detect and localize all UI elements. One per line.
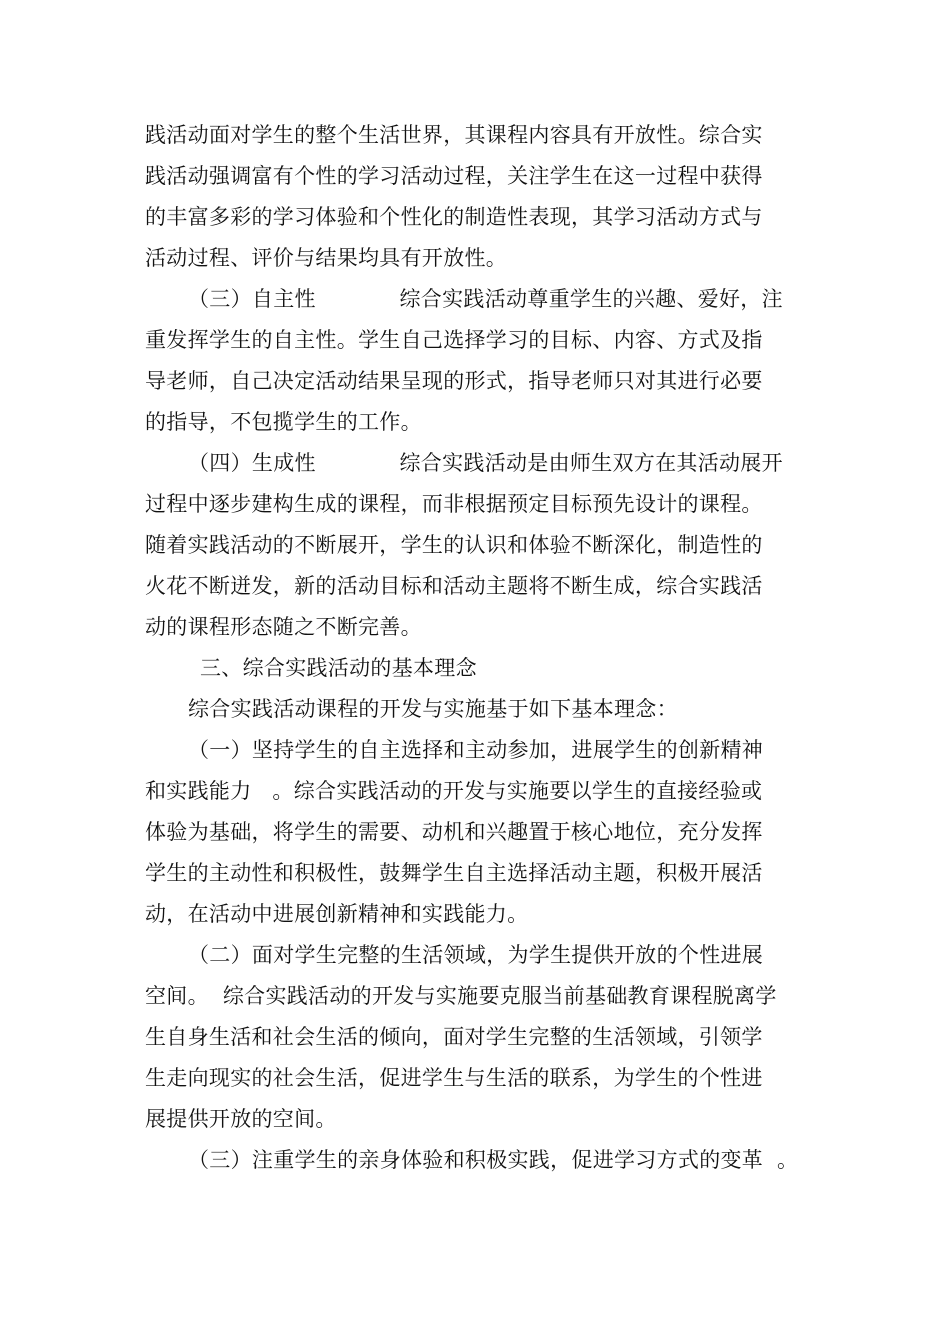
text-line: 展提供开放的空间。 [145,1107,337,1131]
text-line: 动的课程形态随之不断完善。 [145,615,422,639]
text-line: 和实践能力 。综合实践活动的开发与实施要以学生的直接经验或 [145,779,763,803]
section-heading: 三、综合实践活动的基本理念 [200,656,477,680]
text-line: （三）自主性 综合实践活动尊重学生的兴趣、爱好，注 [188,287,783,311]
text-line: 生自身生活和社会生活的倾向，面对学生完整的生活领域，引领学 [145,1025,763,1049]
text-line: 综合实践活动课程的开发与实施基于如下基本理念： [188,697,678,721]
text-line: （一）坚持学生的自主选择和主动参加，进展学生的创新精神 [188,738,764,762]
text-line: 火花不断迸发，新的活动目标和活动主题将不断生成，综合实践活 [145,574,763,598]
text-line: 的丰富多彩的学习体验和个性化的制造性表现，其学习活动方式与 [145,205,763,229]
text-line: 重发挥学生的自主性。学生自己选择学习的目标、内容、方式及指 [145,328,763,352]
text-line: 体验为基础，将学生的需要、动机和兴趣置于核心地位，充分发挥 [145,820,763,844]
text-line: 空间。 综合实践活动的开发与实施要克服当前基础教育课程脱离学 [145,984,777,1008]
text-line: 的指导，不包揽学生的工作。 [145,410,422,434]
text-line: 导老师，自己决定活动结果呈现的形式，指导老师只对其进行必要 [145,369,763,393]
text-line: 践活动面对学生的整个生活世界，其课程内容具有开放性。综合实 [145,123,763,147]
text-line: 践活动强调富有个性的学习活动过程，关注学生在这一过程中获得 [145,164,763,188]
text-line: 生走向现实的社会生活，促进学生与生活的联系，为学生的个性进 [145,1066,763,1090]
text-line: （四）生成性 综合实践活动是由师生双方在其活动展开 [188,451,783,475]
text-line: 动，在活动中进展创新精神和实践能力。 [145,902,529,926]
text-line: （三）注重学生的亲身体验和积极实践，促进学习方式的变革 。 [188,1148,799,1172]
text-line: （二）面对学生完整的生活领域，为学生提供开放的个性进展 [188,943,764,967]
text-line: 活动过程、评价与结果均具有开放性。 [145,246,508,270]
text-line: 过程中逐步建构生成的课程，而非根据预定目标预先设计的课程。 [145,492,763,516]
text-line: 学生的主动性和积极性，鼓舞学生自主选择活动主题，积极开展活 [145,861,763,885]
text-line: 随着实践活动的不断展开，学生的认识和体验不断深化，制造性的 [145,533,763,557]
